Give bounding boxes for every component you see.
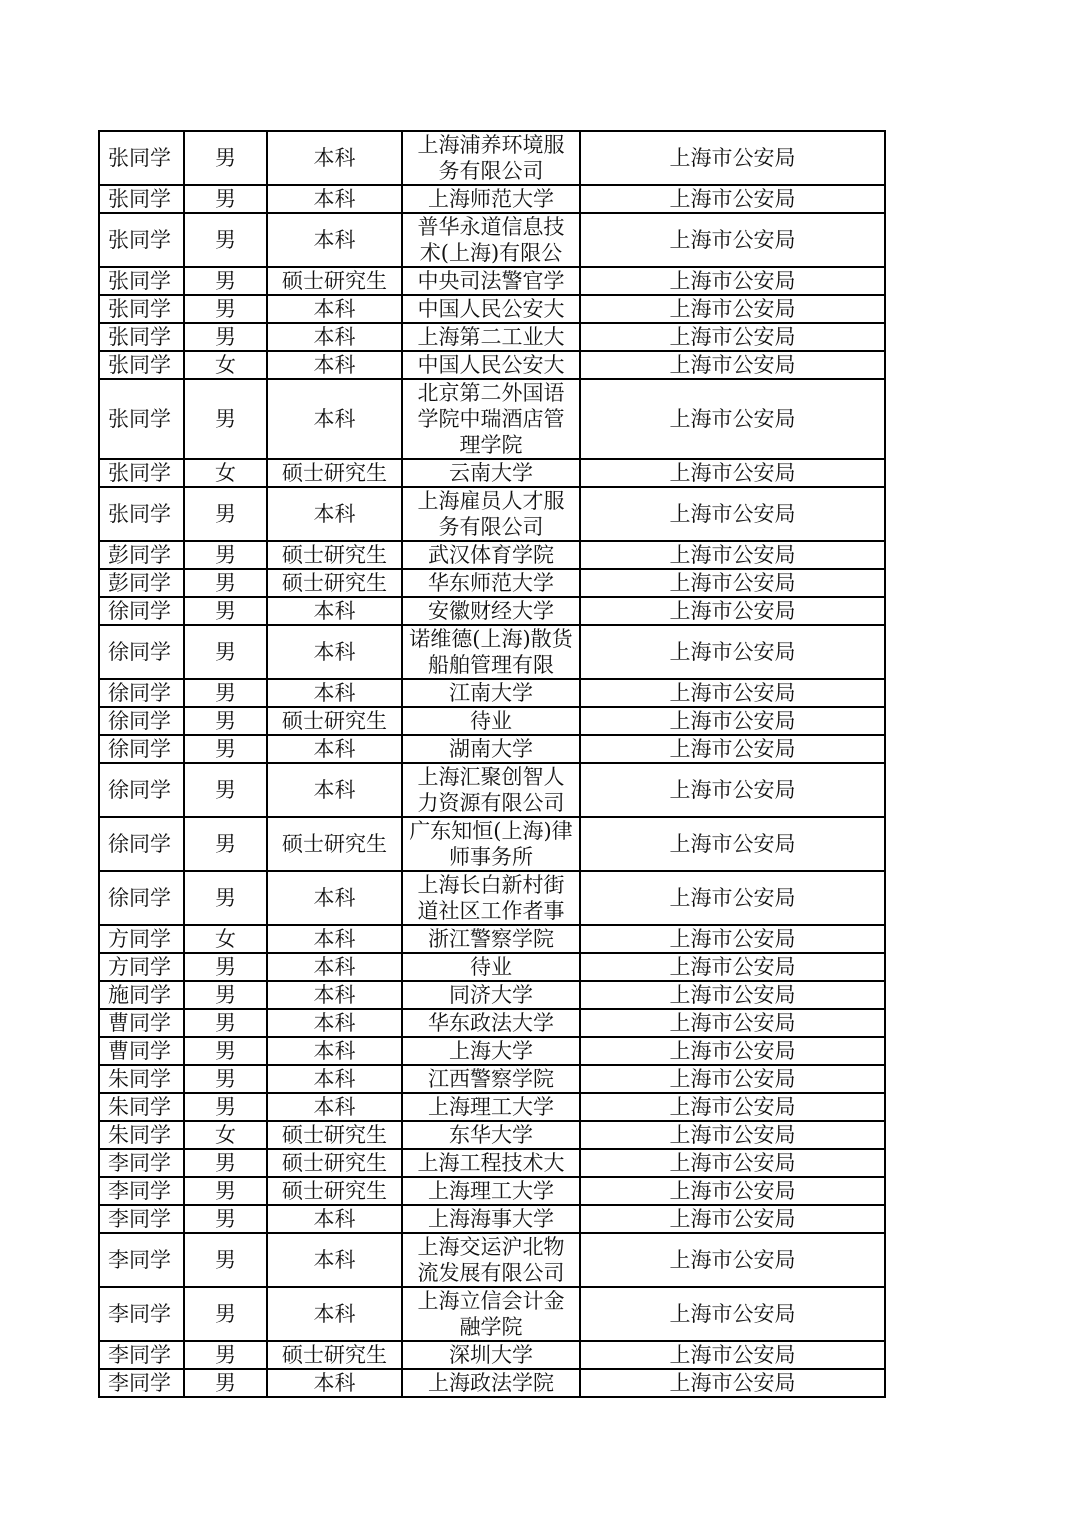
cell-education: 本科 xyxy=(267,763,402,817)
cell-hiring-unit: 上海市公安局 xyxy=(580,1149,885,1177)
cell-education: 本科 xyxy=(267,131,402,185)
cell-organization: 同济大学 xyxy=(402,981,580,1009)
cell-gender: 男 xyxy=(184,213,267,267)
cell-organization: 上海汇聚创智人力资源有限公司 xyxy=(402,763,580,817)
cell-education: 本科 xyxy=(267,735,402,763)
cell-organization: 普华永道信息技术(上海)有限公 xyxy=(402,213,580,267)
cell-organization: 东华大学 xyxy=(402,1121,580,1149)
cell-education: 硕士研究生 xyxy=(267,569,402,597)
cell-education: 硕士研究生 xyxy=(267,267,402,295)
table-row xyxy=(99,1121,885,1149)
cell-organization: 上海交运沪北物流发展有限公司 xyxy=(402,1233,580,1287)
cell-gender: 男 xyxy=(184,1065,267,1093)
cell-hiring-unit: 上海市公安局 xyxy=(580,185,885,213)
cell-gender: 男 xyxy=(184,1369,267,1397)
cell-gender: 男 xyxy=(184,1287,267,1341)
cell-education: 硕士研究生 xyxy=(267,1149,402,1177)
cell-education: 硕士研究生 xyxy=(267,1177,402,1205)
cell-education: 本科 xyxy=(267,679,402,707)
cell-gender: 男 xyxy=(184,1009,267,1037)
cell-gender: 女 xyxy=(184,459,267,487)
cell-gender: 男 xyxy=(184,379,267,459)
cell-name: 徐同学 xyxy=(99,871,184,925)
cell-education: 本科 xyxy=(267,981,402,1009)
cell-name: 张同学 xyxy=(99,131,184,185)
cell-gender: 男 xyxy=(184,597,267,625)
table-row xyxy=(99,1037,885,1065)
cell-name: 施同学 xyxy=(99,981,184,1009)
cell-education: 本科 xyxy=(267,597,402,625)
cell-education: 硕士研究生 xyxy=(267,459,402,487)
table-row xyxy=(99,1233,885,1287)
cell-organization: 华东师范大学 xyxy=(402,569,580,597)
cell-education: 本科 xyxy=(267,1369,402,1397)
cell-name: 张同学 xyxy=(99,323,184,351)
cell-organization: 上海工程技术大 xyxy=(402,1149,580,1177)
cell-hiring-unit: 上海市公安局 xyxy=(580,707,885,735)
cell-gender: 男 xyxy=(184,185,267,213)
cell-organization: 安徽财经大学 xyxy=(402,597,580,625)
cell-organization: 上海立信会计金融学院 xyxy=(402,1287,580,1341)
cell-hiring-unit: 上海市公安局 xyxy=(580,925,885,953)
cell-education: 本科 xyxy=(267,953,402,981)
cell-hiring-unit: 上海市公安局 xyxy=(580,625,885,679)
cell-name: 张同学 xyxy=(99,213,184,267)
cell-organization: 上海师范大学 xyxy=(402,185,580,213)
cell-name: 徐同学 xyxy=(99,735,184,763)
cell-gender: 男 xyxy=(184,1177,267,1205)
cell-education: 硕士研究生 xyxy=(267,707,402,735)
cell-name: 方同学 xyxy=(99,925,184,953)
table-row xyxy=(99,213,885,267)
cell-gender: 男 xyxy=(184,1205,267,1233)
cell-name: 李同学 xyxy=(99,1205,184,1233)
table-row xyxy=(99,1093,885,1121)
cell-name: 曹同学 xyxy=(99,1009,184,1037)
cell-name: 朱同学 xyxy=(99,1121,184,1149)
cell-hiring-unit: 上海市公安局 xyxy=(580,871,885,925)
cell-name: 方同学 xyxy=(99,953,184,981)
cell-education: 本科 xyxy=(267,1205,402,1233)
cell-hiring-unit: 上海市公安局 xyxy=(580,351,885,379)
table-row xyxy=(99,817,885,871)
cell-name: 彭同学 xyxy=(99,541,184,569)
cell-gender: 男 xyxy=(184,871,267,925)
cell-hiring-unit: 上海市公安局 xyxy=(580,597,885,625)
table-row xyxy=(99,679,885,707)
cell-name: 徐同学 xyxy=(99,817,184,871)
table-row xyxy=(99,1287,885,1341)
table-row xyxy=(99,1009,885,1037)
table-row xyxy=(99,379,885,459)
cell-name: 张同学 xyxy=(99,379,184,459)
cell-gender: 男 xyxy=(184,625,267,679)
cell-hiring-unit: 上海市公安局 xyxy=(580,1341,885,1369)
cell-organization: 上海政法学院 xyxy=(402,1369,580,1397)
cell-hiring-unit: 上海市公安局 xyxy=(580,569,885,597)
cell-organization: 江西警察学院 xyxy=(402,1065,580,1093)
cell-name: 李同学 xyxy=(99,1341,184,1369)
cell-hiring-unit: 上海市公安局 xyxy=(580,817,885,871)
cell-organization: 华东政法大学 xyxy=(402,1009,580,1037)
cell-hiring-unit: 上海市公安局 xyxy=(580,1121,885,1149)
cell-name: 李同学 xyxy=(99,1149,184,1177)
cell-gender: 男 xyxy=(184,763,267,817)
cell-gender: 男 xyxy=(184,569,267,597)
cell-education: 本科 xyxy=(267,925,402,953)
table-row xyxy=(99,569,885,597)
cell-name: 彭同学 xyxy=(99,569,184,597)
table-row xyxy=(99,1149,885,1177)
cell-organization: 上海第二工业大 xyxy=(402,323,580,351)
table-row xyxy=(99,459,885,487)
cell-hiring-unit: 上海市公安局 xyxy=(580,379,885,459)
table-row xyxy=(99,1065,885,1093)
table-row xyxy=(99,597,885,625)
table-row xyxy=(99,707,885,735)
cell-organization: 北京第二外国语学院中瑞酒店管理学院 xyxy=(402,379,580,459)
cell-name: 李同学 xyxy=(99,1233,184,1287)
cell-gender: 女 xyxy=(184,925,267,953)
cell-organization: 深圳大学 xyxy=(402,1341,580,1369)
cell-organization: 上海浦养环境服务有限公司 xyxy=(402,131,580,185)
cell-organization: 诺维德(上海)散货船舶管理有限 xyxy=(402,625,580,679)
cell-education: 本科 xyxy=(267,379,402,459)
cell-education: 本科 xyxy=(267,625,402,679)
cell-hiring-unit: 上海市公安局 xyxy=(580,1369,885,1397)
cell-organization: 湖南大学 xyxy=(402,735,580,763)
cell-organization: 浙江警察学院 xyxy=(402,925,580,953)
cell-name: 张同学 xyxy=(99,295,184,323)
cell-education: 本科 xyxy=(267,1233,402,1287)
table-row xyxy=(99,541,885,569)
cell-gender: 男 xyxy=(184,1093,267,1121)
cell-name: 张同学 xyxy=(99,185,184,213)
cell-organization: 上海长白新村街道社区工作者事 xyxy=(402,871,580,925)
table-row xyxy=(99,1341,885,1369)
cell-name: 李同学 xyxy=(99,1287,184,1341)
cell-gender: 男 xyxy=(184,1037,267,1065)
cell-education: 硕士研究生 xyxy=(267,1121,402,1149)
cell-education: 本科 xyxy=(267,323,402,351)
cell-hiring-unit: 上海市公安局 xyxy=(580,735,885,763)
cell-education: 本科 xyxy=(267,351,402,379)
cell-gender: 男 xyxy=(184,981,267,1009)
table-row xyxy=(99,487,885,541)
table-row xyxy=(99,131,885,185)
cell-organization: 江南大学 xyxy=(402,679,580,707)
cell-name: 徐同学 xyxy=(99,763,184,817)
cell-hiring-unit: 上海市公安局 xyxy=(580,1233,885,1287)
cell-education: 本科 xyxy=(267,213,402,267)
cell-organization: 中国人民公安大 xyxy=(402,295,580,323)
cell-education: 本科 xyxy=(267,487,402,541)
cell-gender: 男 xyxy=(184,541,267,569)
cell-education: 本科 xyxy=(267,295,402,323)
cell-hiring-unit: 上海市公安局 xyxy=(580,323,885,351)
cell-name: 张同学 xyxy=(99,351,184,379)
cell-name: 徐同学 xyxy=(99,597,184,625)
cell-hiring-unit: 上海市公安局 xyxy=(580,1205,885,1233)
cell-gender: 男 xyxy=(184,1149,267,1177)
cell-hiring-unit: 上海市公安局 xyxy=(580,131,885,185)
cell-education: 硕士研究生 xyxy=(267,1341,402,1369)
cell-hiring-unit: 上海市公安局 xyxy=(580,1037,885,1065)
cell-hiring-unit: 上海市公安局 xyxy=(580,267,885,295)
cell-hiring-unit: 上海市公安局 xyxy=(580,213,885,267)
cell-name: 张同学 xyxy=(99,487,184,541)
table-row xyxy=(99,1205,885,1233)
cell-organization: 上海大学 xyxy=(402,1037,580,1065)
cell-hiring-unit: 上海市公安局 xyxy=(580,1287,885,1341)
cell-hiring-unit: 上海市公安局 xyxy=(580,1177,885,1205)
cell-gender: 男 xyxy=(184,707,267,735)
cell-gender: 男 xyxy=(184,817,267,871)
table-row xyxy=(99,1177,885,1205)
cell-organization: 上海雇员人才服务有限公司 xyxy=(402,487,580,541)
cell-hiring-unit: 上海市公安局 xyxy=(580,679,885,707)
cell-hiring-unit: 上海市公安局 xyxy=(580,487,885,541)
table-row xyxy=(99,763,885,817)
cell-gender: 男 xyxy=(184,131,267,185)
cell-education: 本科 xyxy=(267,1037,402,1065)
cell-hiring-unit: 上海市公安局 xyxy=(580,763,885,817)
cell-education: 本科 xyxy=(267,1065,402,1093)
cell-gender: 男 xyxy=(184,295,267,323)
cell-name: 李同学 xyxy=(99,1177,184,1205)
cell-hiring-unit: 上海市公安局 xyxy=(580,541,885,569)
table-row xyxy=(99,185,885,213)
cell-name: 朱同学 xyxy=(99,1065,184,1093)
cell-name: 李同学 xyxy=(99,1369,184,1397)
cell-organization: 上海理工大学 xyxy=(402,1093,580,1121)
cell-gender: 男 xyxy=(184,1233,267,1287)
table-row xyxy=(99,925,885,953)
table-row xyxy=(99,351,885,379)
cell-name: 徐同学 xyxy=(99,679,184,707)
cell-organization: 中央司法警官学 xyxy=(402,267,580,295)
cell-gender: 男 xyxy=(184,267,267,295)
cell-organization: 待业 xyxy=(402,953,580,981)
cell-name: 徐同学 xyxy=(99,707,184,735)
table-row xyxy=(99,981,885,1009)
cell-name: 朱同学 xyxy=(99,1093,184,1121)
roster-body xyxy=(99,131,885,1397)
table-row xyxy=(99,267,885,295)
table-row xyxy=(99,953,885,981)
cell-education: 本科 xyxy=(267,1093,402,1121)
cell-name: 徐同学 xyxy=(99,625,184,679)
cell-organization: 武汉体育学院 xyxy=(402,541,580,569)
cell-gender: 男 xyxy=(184,1341,267,1369)
cell-hiring-unit: 上海市公安局 xyxy=(580,1093,885,1121)
cell-gender: 男 xyxy=(184,735,267,763)
cell-hiring-unit: 上海市公安局 xyxy=(580,295,885,323)
cell-hiring-unit: 上海市公安局 xyxy=(580,981,885,1009)
cell-education: 本科 xyxy=(267,871,402,925)
table-row xyxy=(99,735,885,763)
roster-table xyxy=(98,130,886,1398)
cell-organization: 中国人民公安大 xyxy=(402,351,580,379)
cell-name: 张同学 xyxy=(99,459,184,487)
cell-education: 本科 xyxy=(267,1287,402,1341)
table-row xyxy=(99,323,885,351)
cell-hiring-unit: 上海市公安局 xyxy=(580,1065,885,1093)
table-row xyxy=(99,625,885,679)
cell-name: 张同学 xyxy=(99,267,184,295)
cell-gender: 女 xyxy=(184,1121,267,1149)
table-row xyxy=(99,295,885,323)
cell-organization: 上海理工大学 xyxy=(402,1177,580,1205)
table-row xyxy=(99,871,885,925)
cell-name: 曹同学 xyxy=(99,1037,184,1065)
cell-education: 硕士研究生 xyxy=(267,541,402,569)
cell-hiring-unit: 上海市公安局 xyxy=(580,1009,885,1037)
cell-organization: 待业 xyxy=(402,707,580,735)
cell-hiring-unit: 上海市公安局 xyxy=(580,953,885,981)
cell-education: 本科 xyxy=(267,1009,402,1037)
cell-gender: 男 xyxy=(184,953,267,981)
cell-education: 硕士研究生 xyxy=(267,817,402,871)
table-row xyxy=(99,1369,885,1397)
cell-gender: 男 xyxy=(184,323,267,351)
cell-education: 本科 xyxy=(267,185,402,213)
cell-organization: 云南大学 xyxy=(402,459,580,487)
cell-hiring-unit: 上海市公安局 xyxy=(580,459,885,487)
cell-organization: 广东知恒(上海)律师事务所 xyxy=(402,817,580,871)
cell-organization: 上海海事大学 xyxy=(402,1205,580,1233)
cell-gender: 男 xyxy=(184,679,267,707)
cell-gender: 男 xyxy=(184,487,267,541)
cell-gender: 女 xyxy=(184,351,267,379)
